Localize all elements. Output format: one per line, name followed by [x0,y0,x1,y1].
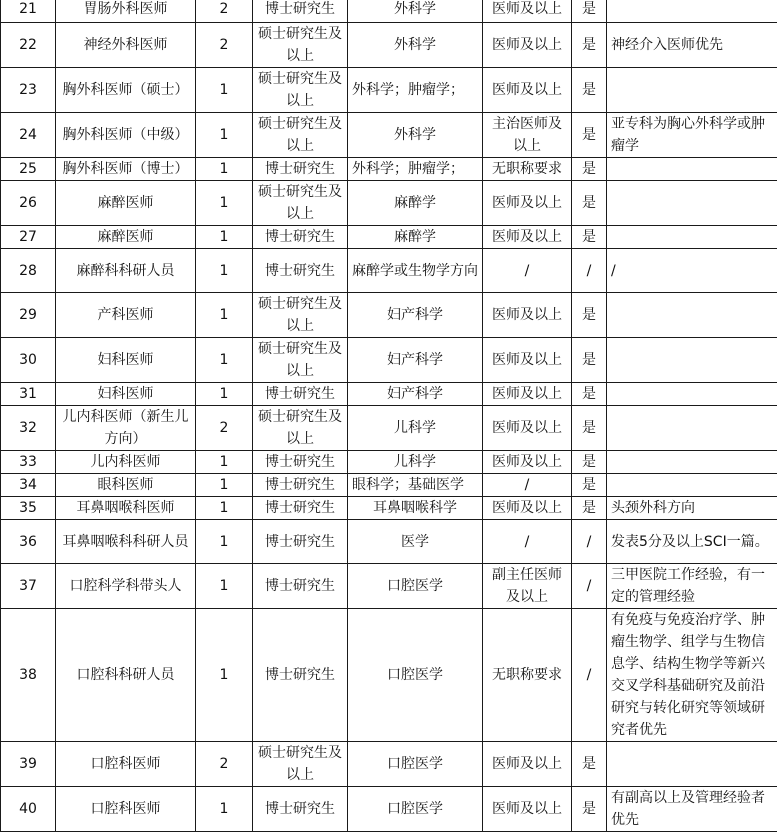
flag-cell: 是 [572,158,607,181]
major-requirement: 麻醉学或生物学方向 [348,249,483,293]
major-requirement: 儿科学 [348,406,483,451]
education-requirement: 博士研究生 [253,0,348,23]
remarks: 头颈外科方向 [607,497,777,520]
row-number: 21 [1,0,56,23]
education-requirement: 博士研究生 [253,383,348,406]
table-row [1,609,777,742]
education-requirement: 博士研究生 [253,609,348,742]
title-requirement: 医师及以上 [483,497,572,520]
headcount: 1 [196,338,253,383]
major-requirement: 口腔医学 [348,742,483,787]
headcount: 1 [196,609,253,742]
title-requirement: 医师及以上 [483,293,572,338]
major-requirement: 外科学 [348,113,483,158]
flag-cell: 是 [572,787,607,832]
row-number: 37 [1,564,56,609]
title-requirement: 医师及以上 [483,383,572,406]
table-row [1,564,777,609]
headcount: 1 [196,181,253,226]
flag-cell: / [572,249,607,293]
table-row [1,497,777,520]
major-requirement: 外科学；肿瘤学； [348,158,483,181]
table-row [1,520,777,564]
post-name: 胃肠外科医师 [56,0,196,23]
row-number: 23 [1,68,56,113]
flag-cell: 是 [572,226,607,249]
table-row [1,406,777,451]
headcount: 1 [196,520,253,564]
flag-cell: 是 [572,406,607,451]
post-name: 麻醉科科研人员 [56,249,196,293]
headcount: 1 [196,383,253,406]
row-number: 34 [1,474,56,497]
major-requirement: 医学 [348,520,483,564]
flag-cell: 是 [572,23,607,68]
row-number: 33 [1,451,56,474]
major-requirement: 口腔医学 [348,564,483,609]
post-name: 儿内科医师（新生儿方向） [56,406,196,451]
row-number: 38 [1,609,56,742]
title-requirement: 医师及以上 [483,181,572,226]
row-number: 36 [1,520,56,564]
headcount: 1 [196,497,253,520]
flag-cell: 是 [572,68,607,113]
remarks: 神经介入医师优先 [607,23,777,68]
row-number: 32 [1,406,56,451]
education-requirement: 硕士研究生及以上 [253,406,348,451]
education-requirement: 硕士研究生及以上 [253,68,348,113]
remarks: 亚专科为胸心外科学或肿瘤学 [607,113,777,158]
major-requirement: 麻醉学 [348,181,483,226]
title-requirement: 医师及以上 [483,787,572,832]
row-number: 22 [1,23,56,68]
title-requirement: 医师及以上 [483,338,572,383]
table-row [1,451,777,474]
remarks [607,406,777,451]
title-requirement: / [483,474,572,497]
table-row [1,787,777,832]
post-name: 麻醉医师 [56,181,196,226]
education-requirement: 硕士研究生及以上 [253,742,348,787]
remarks: / [607,249,777,293]
post-name: 口腔科科研人员 [56,609,196,742]
remarks [607,451,777,474]
title-requirement: 医师及以上 [483,0,572,23]
table-row [1,293,777,338]
title-requirement: / [483,249,572,293]
row-number: 31 [1,383,56,406]
headcount: 1 [196,226,253,249]
headcount: 2 [196,742,253,787]
headcount: 2 [196,406,253,451]
title-requirement: 医师及以上 [483,226,572,249]
flag-cell: 是 [572,383,607,406]
table-row [1,226,777,249]
post-name: 口腔科医师 [56,742,196,787]
title-requirement: 医师及以上 [483,742,572,787]
headcount: 1 [196,474,253,497]
flag-cell: / [572,564,607,609]
remarks [607,68,777,113]
table-row [1,23,777,68]
remarks [607,742,777,787]
title-requirement: 主治医师及以上 [483,113,572,158]
remarks: 有免疫与免疫治疗学、肿瘤生物学、组学与生物信息学、结构生物学等新兴交叉学科基础研究及前沿研究与转化研究等领域研究者优先 [607,609,777,742]
table-row [1,742,777,787]
table-row [1,113,777,158]
table-row [1,181,777,226]
education-requirement: 博士研究生 [253,226,348,249]
table-row [1,0,777,23]
table-body [1,0,777,832]
title-requirement: 医师及以上 [483,23,572,68]
major-requirement: 妇产科学 [348,383,483,406]
headcount: 1 [196,158,253,181]
flag-cell: 是 [572,474,607,497]
table-row [1,68,777,113]
flag-cell: 是 [572,742,607,787]
flag-cell: 是 [572,293,607,338]
remarks [607,474,777,497]
title-requirement: 医师及以上 [483,451,572,474]
row-number: 30 [1,338,56,383]
remarks [607,158,777,181]
major-requirement: 妇产科学 [348,338,483,383]
table-row [1,158,777,181]
row-number: 26 [1,181,56,226]
flag-cell: 是 [572,497,607,520]
education-requirement: 博士研究生 [253,564,348,609]
headcount: 2 [196,23,253,68]
post-name: 耳鼻咽喉科科研人员 [56,520,196,564]
post-name: 眼科医师 [56,474,196,497]
major-requirement: 外科学 [348,0,483,23]
education-requirement: 博士研究生 [253,520,348,564]
education-requirement: 硕士研究生及以上 [253,181,348,226]
major-requirement: 外科学 [348,23,483,68]
major-requirement: 麻醉学 [348,226,483,249]
major-requirement: 口腔医学 [348,609,483,742]
major-requirement: 儿科学 [348,451,483,474]
post-name: 麻醉医师 [56,226,196,249]
title-requirement: 无职称要求 [483,158,572,181]
post-name: 耳鼻咽喉科医师 [56,497,196,520]
headcount: 1 [196,451,253,474]
remarks [607,226,777,249]
row-number: 40 [1,787,56,832]
major-requirement: 耳鼻咽喉科学 [348,497,483,520]
post-name: 口腔科医师 [56,787,196,832]
title-requirement: 医师及以上 [483,406,572,451]
row-number: 25 [1,158,56,181]
title-requirement: 无职称要求 [483,609,572,742]
table-row [1,338,777,383]
row-number: 35 [1,497,56,520]
education-requirement: 博士研究生 [253,451,348,474]
remarks: 有副高以上及管理经验者优先 [607,787,777,832]
education-requirement: 硕士研究生及以上 [253,113,348,158]
row-number: 29 [1,293,56,338]
flag-cell: 是 [572,0,607,23]
education-requirement: 硕士研究生及以上 [253,23,348,68]
major-requirement: 眼科学；基础医学 [348,474,483,497]
flag-cell: 是 [572,338,607,383]
table-row [1,249,777,293]
table-row [1,383,777,406]
post-name: 妇科医师 [56,383,196,406]
education-requirement: 博士研究生 [253,787,348,832]
row-number: 27 [1,226,56,249]
flag-cell: 是 [572,113,607,158]
remarks [607,338,777,383]
flag-cell: 是 [572,451,607,474]
headcount: 1 [196,68,253,113]
title-requirement: 医师及以上 [483,68,572,113]
education-requirement: 硕士研究生及以上 [253,293,348,338]
post-name: 胸外科医师（硕士） [56,68,196,113]
major-requirement: 口腔医学 [348,787,483,832]
remarks: 发表5分及以上SCI一篇。 [607,520,777,564]
education-requirement: 硕士研究生及以上 [253,338,348,383]
flag-cell: / [572,609,607,742]
flag-cell: 是 [572,181,607,226]
headcount: 2 [196,0,253,23]
education-requirement: 博士研究生 [253,474,348,497]
table-row [1,474,777,497]
headcount: 1 [196,787,253,832]
major-requirement: 外科学；肿瘤学； [348,68,483,113]
row-number: 28 [1,249,56,293]
education-requirement: 博士研究生 [253,497,348,520]
post-name: 妇科医师 [56,338,196,383]
post-name: 儿内科医师 [56,451,196,474]
remarks [607,293,777,338]
education-requirement: 博士研究生 [253,249,348,293]
post-name: 胸外科医师（博士） [56,158,196,181]
post-name: 胸外科医师（中级） [56,113,196,158]
row-number: 24 [1,113,56,158]
row-number: 39 [1,742,56,787]
headcount: 1 [196,564,253,609]
remarks [607,181,777,226]
major-requirement: 妇产科学 [348,293,483,338]
post-name: 神经外科医师 [56,23,196,68]
remarks: 三甲医院工作经验，有一定的管理经验 [607,564,777,609]
headcount: 1 [196,249,253,293]
education-requirement: 博士研究生 [253,158,348,181]
headcount: 1 [196,293,253,338]
title-requirement: 副主任医师及以上 [483,564,572,609]
remarks [607,383,777,406]
post-name: 口腔科学科带头人 [56,564,196,609]
remarks [607,0,777,23]
flag-cell: / [572,520,607,564]
headcount: 1 [196,113,253,158]
title-requirement: / [483,520,572,564]
post-name: 产科医师 [56,293,196,338]
